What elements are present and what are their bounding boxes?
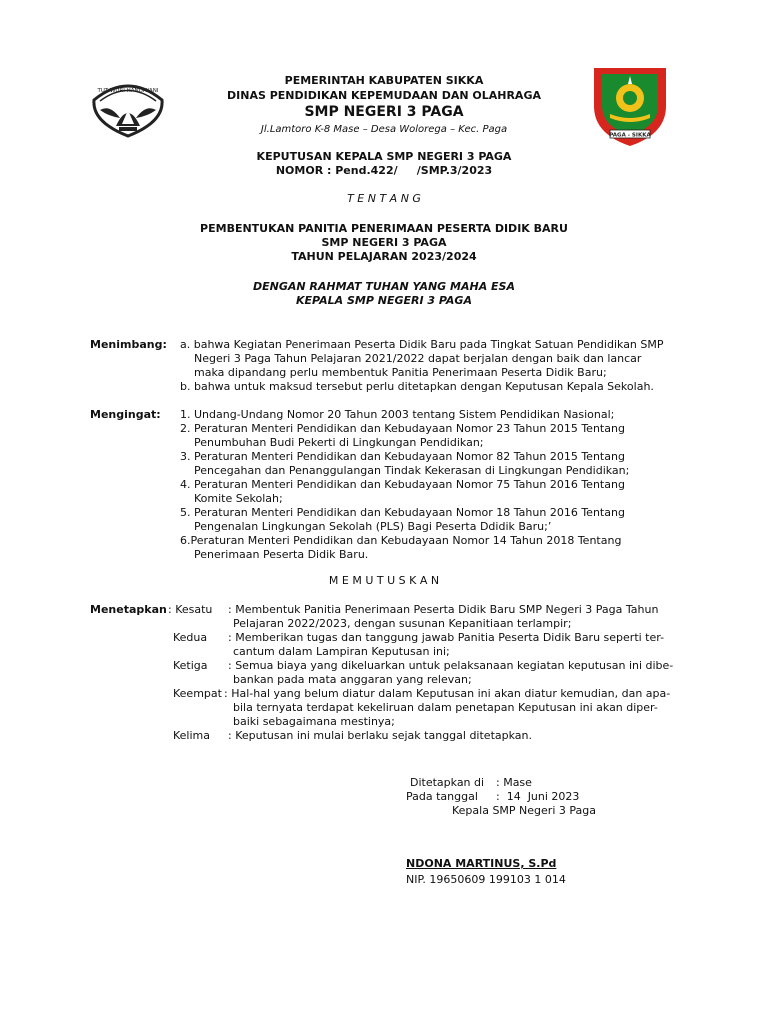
menetapkan-key: Kedua: [173, 631, 208, 644]
menimbang-label: Menimbang:: [90, 338, 167, 351]
signature-place-label: Ditetapkan di: [410, 776, 485, 789]
letterhead-department: DINAS PENDIDIKAN KEPEMUDAAN DAN OLAHRAGA: [227, 89, 541, 102]
menetapkan-line: : Keputusan ini mulai berlaku sejak tanggal ditetapkan.: [228, 729, 532, 742]
menetapkan-line: bila ternyata terdapat kekeliruan dalam penetapan Keputusan ini akan diper-: [233, 701, 658, 714]
menetapkan-line: : Semua biaya yang dikeluarkan untuk pelaksanaan kegiatan keputusan ini dibe-: [228, 659, 674, 672]
menetapkan-key: Ketiga: [173, 659, 208, 672]
logo-motto-text: TUT WURI HANDAYANI: [97, 88, 159, 94]
mengingat-line: 2. Peraturan Menteri Pendidikan dan Kebudayaan Nomor 23 Tahun 2015 Tentang: [180, 422, 625, 435]
signature-position: Kepala SMP Negeri 3 Paga: [452, 804, 596, 817]
letterhead-school: SMP NEGERI 3 PAGA: [304, 104, 464, 120]
menetapkan-key: Kelima: [173, 729, 211, 742]
memutuskan-heading: M E M U T U S K A N: [328, 574, 440, 587]
letterhead-address: Jl.Lamtoro K-8 Mase – Desa Wolorega – Kec. Paga: [260, 124, 508, 135]
menimbang-line: maka dipandang perlu membentuk Panitia Penerimaan Peserta Didik Baru;: [194, 366, 607, 379]
menetapkan-line: : Memberikan tugas dan tanggung jawab Panitia Peserta Didik Baru seperti ter-: [228, 631, 665, 644]
signature-name: NDONA MARTINUS, S.Pd: [406, 857, 557, 870]
decree-subject-1: PEMBENTUKAN PANITIA PENERIMAAN PESERTA DIDIK BARU: [200, 222, 568, 235]
signature-date-label: Pada tanggal: [406, 790, 478, 803]
menetapkan-line: : Hal-hal yang belum diatur dalam Keputusan ini akan diatur kemudian, dan apa-: [224, 687, 671, 700]
decree-subject-2: SMP NEGERI 3 PAGA: [321, 236, 447, 249]
menetapkan-line: baiki sebagaimana mestinya;: [233, 715, 395, 728]
decree-title: KEPUTUSAN KEPALA SMP NEGERI 3 PAGA: [256, 150, 512, 163]
letterhead-government: PEMERINTAH KABUPATEN SIKKA: [284, 74, 484, 87]
mengingat-label: Mengingat:: [90, 408, 161, 421]
menetapkan-line: Pelajaran 2022/2023, dengan susunan Kepanitiaan terlampir;: [233, 617, 572, 630]
menetapkan-line: cantum dalam Lampiran Keputusan ini;: [233, 645, 450, 658]
signature-nip: NIP. 19650609 199103 1 014: [406, 873, 566, 886]
menetapkan-label: Menetapkan: [90, 603, 167, 616]
menimbang-line: a. bahwa Kegiatan Penerimaan Peserta Didik Baru pada Tingkat Satuan Pendidikan SMP: [180, 338, 664, 351]
mengingat-line: Penerimaan Peserta Didik Baru.: [194, 548, 369, 561]
mengingat-line: 1. Undang-Undang Nomor 20 Tahun 2003 tentang Sistem Pendidikan Nasional;: [180, 408, 615, 421]
decree-invocation-2: KEPALA SMP NEGERI 3 PAGA: [296, 294, 472, 307]
mengingat-line: 5. Peraturan Menteri Pendidikan dan Kebudayaan Nomor 18 Tahun 2016 Tentang: [180, 506, 625, 519]
menetapkan-line: bankan pada mata anggaran yang relevan;: [233, 673, 472, 686]
decree-invocation-1: DENGAN RAHMAT TUHAN YANG MAHA ESA: [253, 280, 515, 293]
menimbang-line: b. bahwa untuk maksud tersebut perlu ditetapkan dengan Keputusan Kepala Sekolah.: [180, 380, 654, 393]
decree-tentang: T E N T A N G: [347, 192, 421, 205]
menetapkan-key: : Kesatu: [168, 603, 213, 616]
mengingat-line: 3. Peraturan Menteri Pendidikan dan Kebudayaan Nomor 82 Tahun 2015 Tentang: [180, 450, 625, 463]
mengingat-line: Komite Sekolah;: [194, 492, 283, 505]
signature-date-value: : 14 Juni 2023: [496, 790, 580, 803]
decree-number: NOMOR : Pend.422/ /SMP.3/2023: [275, 164, 493, 177]
mengingat-line: 4. Peraturan Menteri Pendidikan dan Kebudayaan Nomor 75 Tahun 2016 Tentang: [180, 478, 625, 491]
logo-caption-text: PAGA - SIKKA: [609, 132, 651, 139]
mengingat-line: Penumbuhan Budi Pekerti di Lingkungan Pendidikan;: [194, 436, 484, 449]
decree-subject-3: TAHUN PELAJARAN 2023/2024: [291, 250, 477, 263]
signature-place-value: : Mase: [496, 776, 532, 789]
mengingat-line: 6.Peraturan Menteri Pendidikan dan Kebudayaan Nomor 14 Tahun 2018 Tentang: [180, 534, 622, 547]
menimbang-line: Negeri 3 Paga Tahun Pelajaran 2021/2022 dapat berjalan dengan baik dan lancar: [194, 352, 642, 365]
menetapkan-line: : Membentuk Panitia Penerimaan Peserta Didik Baru SMP Negeri 3 Paga Tahun: [228, 603, 659, 616]
menetapkan-key: Keempat: [173, 687, 222, 700]
mengingat-line: Pengenalan Lingkungan Sekolah (PLS) Bagi Peserta Ddidik Baru;’: [194, 520, 552, 533]
mengingat-line: Pencegahan dan Penanggulangan Tindak Kekerasan di Lingkungan Pendidikan;: [194, 464, 630, 477]
